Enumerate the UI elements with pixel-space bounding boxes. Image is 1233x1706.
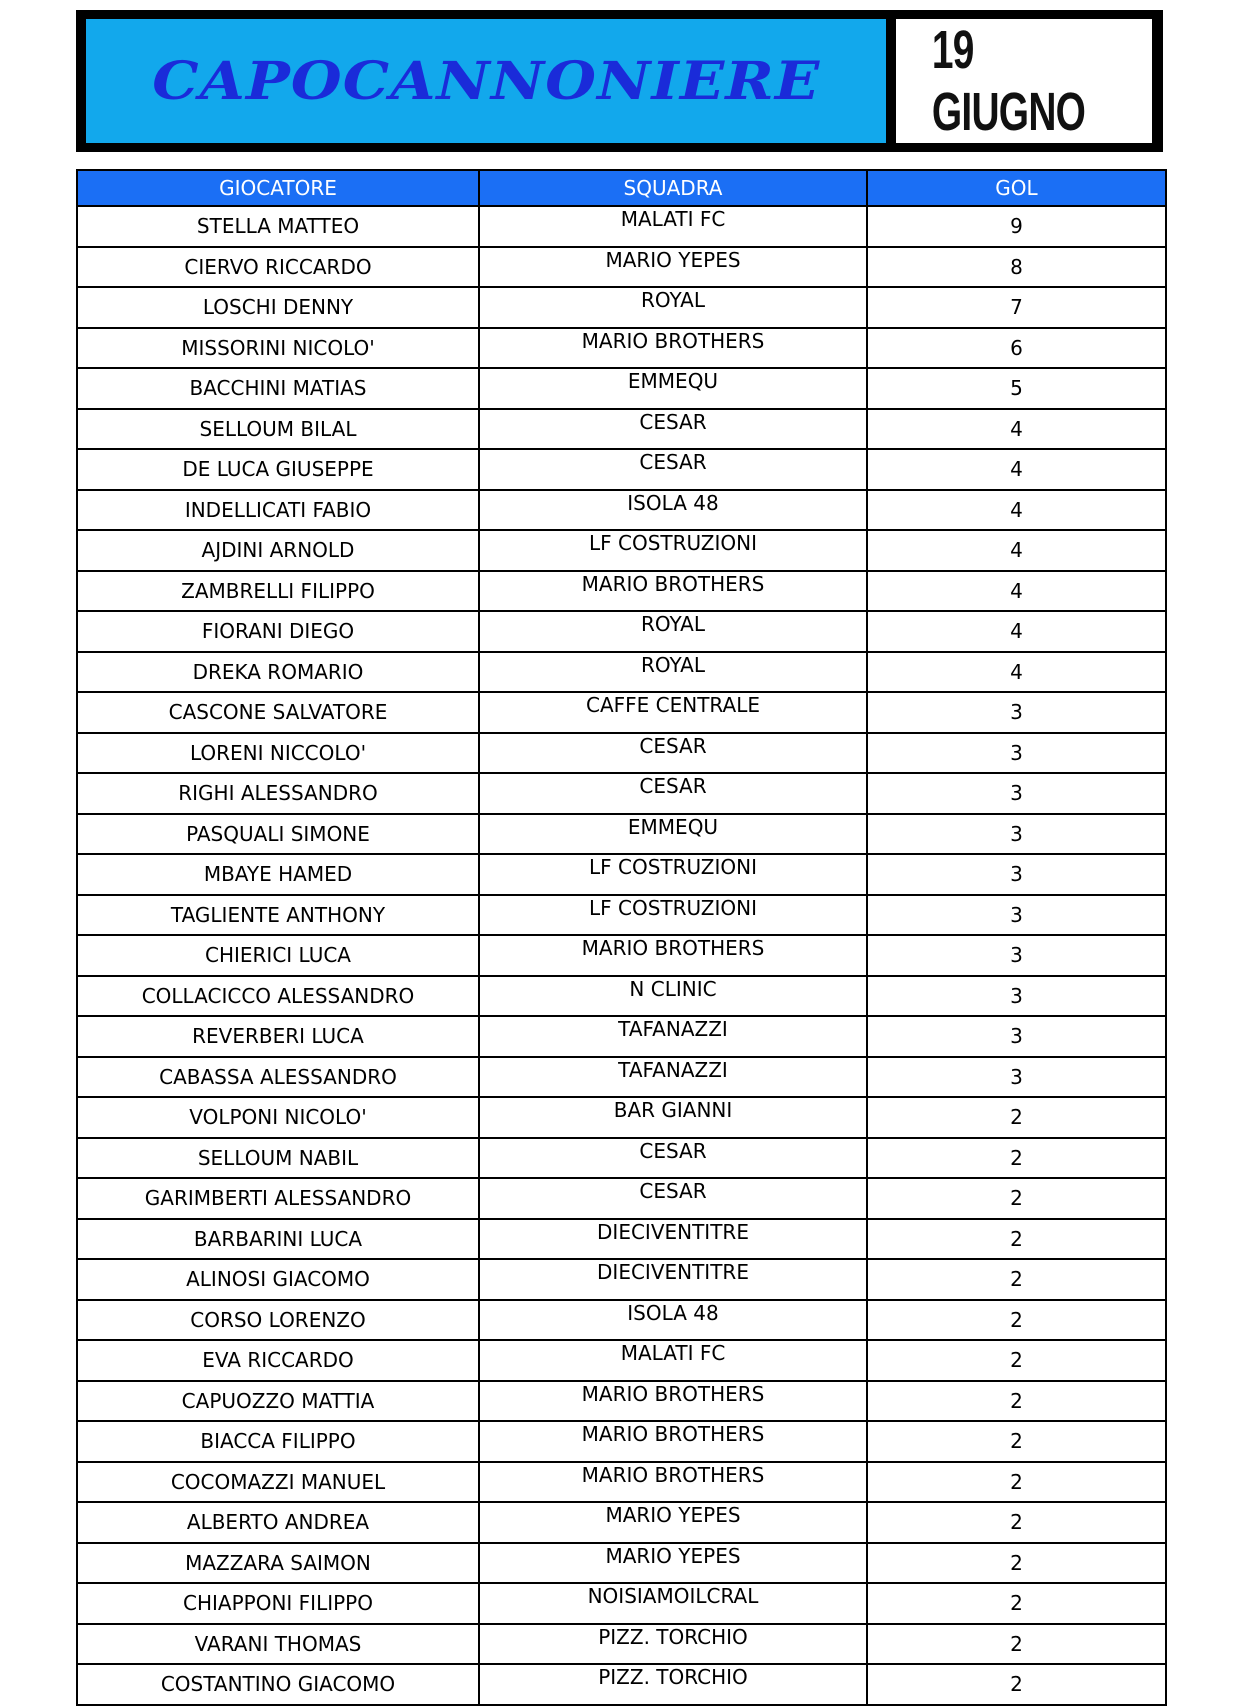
- team-name: CESAR: [479, 409, 867, 450]
- team-name: N CLINIC: [479, 976, 867, 1017]
- team-name: ROYAL: [479, 611, 867, 652]
- goals-count: 3: [867, 976, 1166, 1017]
- player-name: CABASSA ALESSANDRO: [77, 1057, 479, 1098]
- goals-count: 2: [867, 1381, 1166, 1422]
- team-name: TAFANAZZI: [479, 1016, 867, 1057]
- team-name: PIZZ. TORCHIO: [479, 1624, 867, 1665]
- table-row: [77, 1300, 1166, 1341]
- player-name: SELLOUM BILAL: [77, 409, 479, 450]
- team-name: CESAR: [479, 773, 867, 814]
- date-label: 19 GIUGNO: [931, 20, 1086, 142]
- team-name: ROYAL: [479, 287, 867, 328]
- page-title: CAPOCANNONIERE: [151, 50, 821, 112]
- table-row: [77, 1462, 1166, 1503]
- team-name: CESAR: [479, 449, 867, 490]
- table-row: [77, 1624, 1166, 1665]
- table-row: [77, 1219, 1166, 1260]
- goals-count: 7: [867, 287, 1166, 328]
- goals-count: 3: [867, 1057, 1166, 1098]
- player-name: BACCHINI MATIAS: [77, 368, 479, 409]
- table-header: [77, 170, 1166, 206]
- table-row: [77, 1340, 1166, 1381]
- column-header-player: GIOCATORE: [77, 170, 479, 206]
- player-name: MBAYE HAMED: [77, 854, 479, 895]
- goals-count: 2: [867, 1462, 1166, 1503]
- table-row: [77, 854, 1166, 895]
- table-row: [77, 1543, 1166, 1584]
- goals-count: 4: [867, 652, 1166, 693]
- player-name: ALINOSI GIACOMO: [77, 1259, 479, 1300]
- column-header-team: SQUADRA: [479, 170, 867, 206]
- goals-count: 3: [867, 895, 1166, 936]
- team-name: LF COSTRUZIONI: [479, 895, 867, 936]
- team-name: TAFANAZZI: [479, 1057, 867, 1098]
- player-name: ZAMBRELLI FILIPPO: [77, 571, 479, 612]
- team-name: MARIO YEPES: [479, 247, 867, 288]
- player-name: DE LUCA GIUSEPPE: [77, 449, 479, 490]
- table-row: [77, 247, 1166, 288]
- goals-count: 4: [867, 530, 1166, 571]
- player-name: COSTANTINO GIACOMO: [77, 1664, 479, 1705]
- header-banner: [76, 10, 1163, 152]
- player-name: MISSORINI NICOLO': [77, 328, 479, 369]
- player-name: FIORANI DIEGO: [77, 611, 479, 652]
- team-name: EMMEQU: [479, 368, 867, 409]
- table-row: [77, 328, 1166, 369]
- team-name: LF COSTRUZIONI: [479, 854, 867, 895]
- team-name: ROYAL: [479, 652, 867, 693]
- goals-count: 2: [867, 1664, 1166, 1705]
- player-name: CAPUOZZO MATTIA: [77, 1381, 479, 1422]
- goals-count: 4: [867, 571, 1166, 612]
- team-name: MARIO BROTHERS: [479, 328, 867, 369]
- table-row: [77, 935, 1166, 976]
- table-row: [77, 1583, 1166, 1624]
- player-name: COCOMAZZI MANUEL: [77, 1462, 479, 1503]
- player-name: VOLPONI NICOLO': [77, 1097, 479, 1138]
- player-name: SELLOUM NABIL: [77, 1138, 479, 1179]
- team-name: CESAR: [479, 1138, 867, 1179]
- team-name: CESAR: [479, 1178, 867, 1219]
- table-row: [77, 1259, 1166, 1300]
- goals-count: 3: [867, 854, 1166, 895]
- goals-count: 2: [867, 1340, 1166, 1381]
- team-name: MARIO YEPES: [479, 1502, 867, 1543]
- team-name: LF COSTRUZIONI: [479, 530, 867, 571]
- table-row: [77, 449, 1166, 490]
- goals-count: 2: [867, 1259, 1166, 1300]
- table-row: [77, 1664, 1166, 1705]
- table-row: [77, 571, 1166, 612]
- team-name: MARIO BROTHERS: [479, 935, 867, 976]
- team-name: MARIO BROTHERS: [479, 1381, 867, 1422]
- player-name: REVERBERI LUCA: [77, 1016, 479, 1057]
- team-name: CAFFE CENTRALE: [479, 692, 867, 733]
- team-name: ISOLA 48: [479, 1300, 867, 1341]
- goals-count: 4: [867, 611, 1166, 652]
- player-name: AJDINI ARNOLD: [77, 530, 479, 571]
- table-row: [77, 1097, 1166, 1138]
- player-name: LORENI NICCOLO': [77, 733, 479, 774]
- header-row: [77, 170, 1166, 206]
- scorers-table: [76, 169, 1167, 1706]
- goals-count: 2: [867, 1543, 1166, 1584]
- table-body: [77, 206, 1166, 1705]
- table-row: [77, 1421, 1166, 1462]
- team-name: MARIO BROTHERS: [479, 1421, 867, 1462]
- goals-count: 2: [867, 1583, 1166, 1624]
- goals-count: 4: [867, 409, 1166, 450]
- team-name: NOISIAMOILCRAL: [479, 1583, 867, 1624]
- goals-count: 3: [867, 692, 1166, 733]
- team-name: DIECIVENTITRE: [479, 1219, 867, 1260]
- player-name: LOSCHI DENNY: [77, 287, 479, 328]
- table-row: [77, 530, 1166, 571]
- player-name: STELLA MATTEO: [77, 206, 479, 247]
- date-box: [896, 19, 1152, 143]
- table-row: [77, 1502, 1166, 1543]
- goals-count: 2: [867, 1178, 1166, 1219]
- table-row: [77, 652, 1166, 693]
- goals-count: 8: [867, 247, 1166, 288]
- team-name: MARIO BROTHERS: [479, 1462, 867, 1503]
- goals-count: 4: [867, 449, 1166, 490]
- table-row: [77, 1057, 1166, 1098]
- title-box: [86, 19, 886, 143]
- goals-count: 2: [867, 1219, 1166, 1260]
- table-row: [77, 1016, 1166, 1057]
- table-row: [77, 733, 1166, 774]
- player-name: BARBARINI LUCA: [77, 1219, 479, 1260]
- table-row: [77, 976, 1166, 1017]
- table-row: [77, 611, 1166, 652]
- team-name: MARIO BROTHERS: [479, 571, 867, 612]
- team-name: CESAR: [479, 733, 867, 774]
- goals-count: 2: [867, 1502, 1166, 1543]
- goals-count: 9: [867, 206, 1166, 247]
- goals-count: 3: [867, 773, 1166, 814]
- goals-count: 3: [867, 814, 1166, 855]
- team-name: BAR GIANNI: [479, 1097, 867, 1138]
- goals-count: 4: [867, 490, 1166, 531]
- table-row: [77, 206, 1166, 247]
- team-name: MALATI FC: [479, 1340, 867, 1381]
- team-name: DIECIVENTITRE: [479, 1259, 867, 1300]
- team-name: MALATI FC: [479, 206, 867, 247]
- team-name: PIZZ. TORCHIO: [479, 1664, 867, 1705]
- player-name: DREKA ROMARIO: [77, 652, 479, 693]
- team-name: EMMEQU: [479, 814, 867, 855]
- goals-count: 3: [867, 1016, 1166, 1057]
- goals-count: 2: [867, 1624, 1166, 1665]
- goals-count: 5: [867, 368, 1166, 409]
- table-row: [77, 895, 1166, 936]
- player-name: PASQUALI SIMONE: [77, 814, 479, 855]
- table-row: [77, 1138, 1166, 1179]
- player-name: BIACCA FILIPPO: [77, 1421, 479, 1462]
- goals-count: 3: [867, 935, 1166, 976]
- goals-count: 6: [867, 328, 1166, 369]
- goals-count: 2: [867, 1300, 1166, 1341]
- player-name: INDELLICATI FABIO: [77, 490, 479, 531]
- table-row: [77, 692, 1166, 733]
- goals-count: 3: [867, 733, 1166, 774]
- table-row: [77, 773, 1166, 814]
- player-name: VARANI THOMAS: [77, 1624, 479, 1665]
- player-name: CASCONE SALVATORE: [77, 692, 479, 733]
- player-name: TAGLIENTE ANTHONY: [77, 895, 479, 936]
- player-name: EVA RICCARDO: [77, 1340, 479, 1381]
- player-name: COLLACICCO ALESSANDRO: [77, 976, 479, 1017]
- player-name: CIERVO RICCARDO: [77, 247, 479, 288]
- goals-count: 2: [867, 1138, 1166, 1179]
- player-name: CHIERICI LUCA: [77, 935, 479, 976]
- table-row: [77, 490, 1166, 531]
- goals-count: 2: [867, 1097, 1166, 1138]
- player-name: MAZZARA SAIMON: [77, 1543, 479, 1584]
- column-header-goals: GOL: [867, 170, 1166, 206]
- table-row: [77, 1178, 1166, 1219]
- table-row: [77, 287, 1166, 328]
- goals-count: 2: [867, 1421, 1166, 1462]
- player-name: CORSO LORENZO: [77, 1300, 479, 1341]
- player-name: GARIMBERTI ALESSANDRO: [77, 1178, 479, 1219]
- table-row: [77, 1381, 1166, 1422]
- player-name: CHIAPPONI FILIPPO: [77, 1583, 479, 1624]
- player-name: ALBERTO ANDREA: [77, 1502, 479, 1543]
- table-row: [77, 814, 1166, 855]
- team-name: MARIO YEPES: [479, 1543, 867, 1584]
- table-row: [77, 368, 1166, 409]
- player-name: RIGHI ALESSANDRO: [77, 773, 479, 814]
- team-name: ISOLA 48: [479, 490, 867, 531]
- table-row: [77, 409, 1166, 450]
